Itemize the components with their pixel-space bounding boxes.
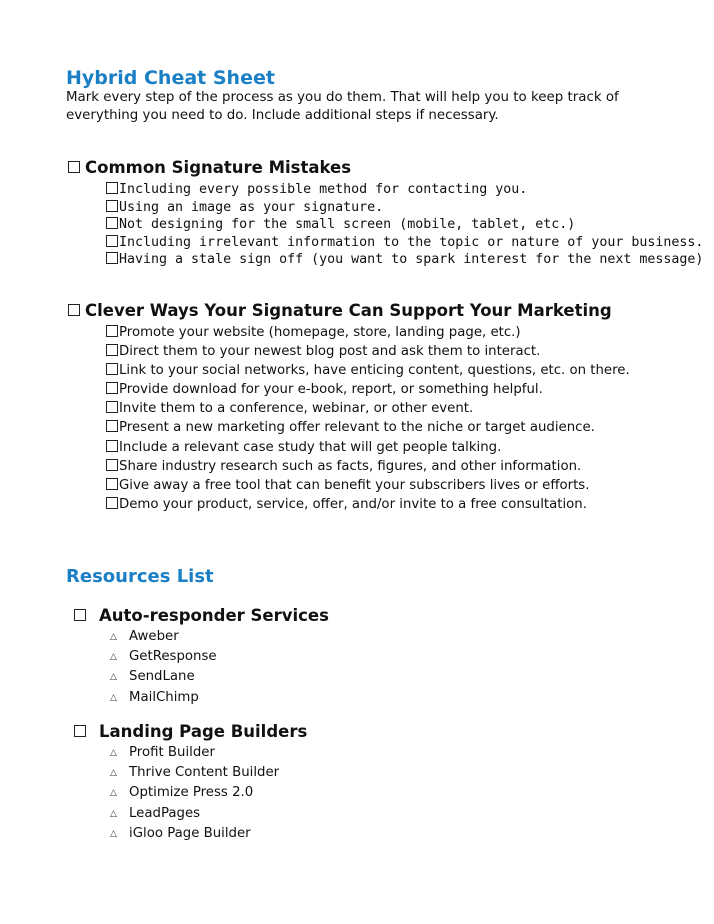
- list-item: Using an image as your signature.: [106, 199, 703, 217]
- resource-heading-autoresponder: [74, 605, 329, 627]
- checkbox-icon[interactable]: [106, 325, 118, 337]
- list-item: Including every possible method for contacting you.: [106, 181, 703, 199]
- list-item: △ Optimize Press 2.0: [110, 783, 279, 803]
- checkbox-icon[interactable]: [106, 401, 118, 413]
- checkbox-icon[interactable]: [106, 497, 118, 509]
- triangle-bullet-icon: △: [110, 692, 117, 703]
- list-item: Promote your website (homepage, store, landing page, etc.): [106, 323, 630, 342]
- resource-heading-label: Auto-responder Services: [99, 606, 329, 625]
- checkbox-icon[interactable]: [68, 304, 80, 316]
- triangle-bullet-icon: △: [110, 632, 117, 642]
- checkbox-icon[interactable]: [106, 344, 118, 356]
- checkbox-icon[interactable]: [106, 235, 118, 247]
- triangle-bullet-icon: △: [110, 788, 117, 799]
- list-item: △ Profit Builder: [110, 743, 279, 763]
- checkbox-icon[interactable]: [106, 459, 118, 471]
- list-item: △ GetResponse: [110, 647, 217, 667]
- section-heading-marketing-support: [68, 300, 612, 322]
- list-item: Including irrelevant information to the topic or nature of your business.: [106, 234, 703, 252]
- list-item: Invite them to a conference, webinar, or other event.: [106, 399, 630, 418]
- triangle-bullet-icon: △: [110, 768, 117, 779]
- triangle-bullet-icon: △: [110, 828, 117, 839]
- intro-paragraph: Mark every step of the process as you do them. That will help you to keep track of everything you need to do. Include additional steps if necessary.: [66, 90, 619, 123]
- checkbox-icon[interactable]: [106, 440, 118, 452]
- list-item: Link to your social networks, have enticing content, questions, etc. on there.: [106, 361, 630, 380]
- signature-mistakes-list: [106, 181, 703, 269]
- checkbox-icon[interactable]: [106, 382, 118, 394]
- checkbox-icon[interactable]: [106, 420, 118, 432]
- list-item: Having a stale sign off (you want to spark interest for the next message): [106, 251, 703, 269]
- list-item: Give away a free tool that can benefit your subscribers lives or efforts.: [106, 476, 630, 495]
- checkbox-icon[interactable]: [106, 182, 118, 194]
- resource-heading-label: Landing Page Builders: [99, 722, 308, 741]
- list-item: △ Thrive Content Builder: [110, 763, 279, 783]
- section-heading-label: Clever Ways Your Signature Can Support Your Marketing: [85, 301, 612, 320]
- list-item: Present a new marketing offer relevant to the niche or target audience.: [106, 418, 630, 437]
- checkbox-icon[interactable]: [68, 161, 80, 173]
- checkbox-icon[interactable]: [106, 200, 118, 212]
- triangle-bullet-icon: △: [110, 748, 117, 758]
- checkbox-icon[interactable]: [106, 363, 118, 375]
- resources-title: Resources List: [66, 566, 214, 587]
- section-heading-label: Common Signature Mistakes: [85, 158, 352, 177]
- page-title: Hybrid Cheat Sheet: [66, 67, 275, 89]
- list-item: Not designing for the small screen (mobile, tablet, etc.): [106, 216, 703, 234]
- list-item: Direct them to your newest blog post and ask them to interact.: [106, 342, 630, 361]
- list-item: Share industry research such as facts, figures, and other information.: [106, 457, 630, 476]
- checkbox-icon[interactable]: [106, 252, 118, 264]
- list-item: Include a relevant case study that will get people talking.: [106, 438, 630, 457]
- autoresponder-list: [110, 627, 217, 708]
- checkbox-icon[interactable]: [106, 217, 118, 229]
- triangle-bullet-icon: △: [110, 652, 117, 663]
- section-heading-signature-mistakes: [68, 157, 351, 179]
- list-item: △ Aweber: [110, 627, 217, 647]
- checkbox-icon[interactable]: [74, 725, 86, 737]
- list-item: △ iGloo Page Builder: [110, 824, 279, 844]
- triangle-bullet-icon: △: [110, 808, 117, 819]
- triangle-bullet-icon: △: [110, 672, 117, 683]
- list-item: Provide download for your e-book, report, or something helpful.: [106, 380, 630, 399]
- list-item: △ MailChimp: [110, 688, 217, 708]
- landing-page-list: [110, 743, 279, 844]
- list-item: △ LeadPages: [110, 804, 279, 824]
- resource-heading-landing-page: [74, 721, 307, 743]
- checkbox-icon[interactable]: [106, 478, 118, 490]
- list-item: Demo your product, service, offer, and/or invite to a free consultation.: [106, 495, 630, 514]
- list-item: △ SendLane: [110, 667, 217, 687]
- marketing-support-list: [106, 323, 630, 514]
- checkbox-icon[interactable]: [74, 609, 86, 621]
